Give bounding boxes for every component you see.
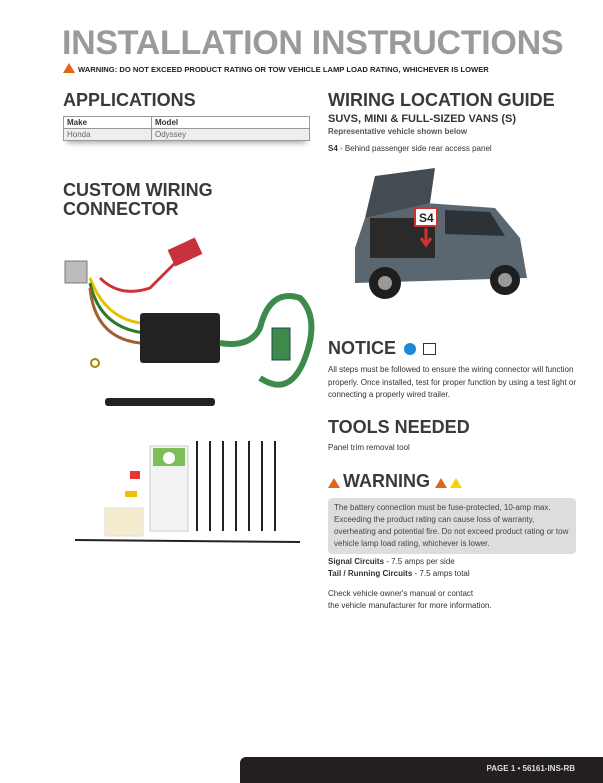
cell-make: Honda xyxy=(64,129,152,141)
tools-heading: TOOLS NEEDED xyxy=(328,417,470,437)
manual-book-icon xyxy=(423,343,436,355)
location-text: - Behind passenger side rear access panel xyxy=(337,144,492,153)
connector-heading-line2: CONNECTOR xyxy=(63,199,179,219)
electrical-hazard-icon xyxy=(450,478,462,488)
column-header: Model xyxy=(152,117,310,129)
tail-circuits xyxy=(328,568,470,581)
representative-note: Representative vehicle shown below xyxy=(328,127,468,136)
vehicle-type: SUVS, MINI & FULL-SIZED VANS (S) xyxy=(328,113,517,125)
warning-icon xyxy=(63,63,75,73)
page-footer xyxy=(240,757,603,783)
warning-box: The battery connection must be fuse-protected, 10-amp max. Exceeding the product rating can cause loss of warranty, overheating and potential fire. Do not exceed product rating or tow vehicle lamp load rating, whichever is lower. xyxy=(328,498,576,554)
column-header: Make xyxy=(64,117,152,129)
tools-text: Panel trim removal tool xyxy=(328,443,410,452)
wiring-harness-image xyxy=(60,228,315,428)
tail-label: Tail / Running Circuits xyxy=(328,569,413,578)
table-row xyxy=(64,129,310,141)
tail-value: - 7.5 amps total xyxy=(412,569,470,578)
wiring-guide-heading: WIRING LOCATION GUIDE xyxy=(328,90,555,110)
notice-heading-text: NOTICE xyxy=(328,338,397,358)
vehicle-image xyxy=(345,168,535,313)
warning-icon xyxy=(328,478,340,488)
warning-icon xyxy=(435,478,447,488)
signal-label: Signal Circuits xyxy=(328,557,385,566)
warning-heading-text: WARNING xyxy=(343,471,430,491)
page-title: INSTALLATION INSTRUCTIONS xyxy=(62,24,564,62)
applications-table xyxy=(63,116,310,141)
s4-label: S4 xyxy=(419,211,434,225)
applications-heading: APPLICATIONS xyxy=(63,90,196,110)
signal-circuits xyxy=(328,556,455,569)
location-code: S4 xyxy=(328,144,338,153)
top-warning xyxy=(63,63,583,75)
warning-heading xyxy=(328,472,465,491)
footer-text: PAGE 1 • 56161-INS-RB xyxy=(486,764,575,773)
connector-heading-line1: CUSTOM WIRING xyxy=(63,180,213,200)
location-s4 xyxy=(328,143,492,156)
contact-line1: Check vehicle owner's manual or contact xyxy=(328,589,474,598)
table-header-row xyxy=(64,117,310,129)
signal-value: - 7.5 amps per side xyxy=(384,557,455,566)
top-warning-text: WARNING: DO NOT EXCEED PRODUCT RATING OR TOW VEHICLE LAMP LOAD RATING, WHICHEVER IS LOWER xyxy=(78,65,489,74)
notice-text: All steps must be followed to ensure the wiring connector will function properly. Once installed, test for proper function by using a test light or connecting a properly wired trailer. xyxy=(328,365,576,399)
cell-model: Odyssey xyxy=(152,129,310,141)
kit-contents-image xyxy=(75,436,305,548)
info-circle-icon xyxy=(404,343,416,355)
connector-heading xyxy=(63,181,213,219)
notice-heading xyxy=(328,339,436,358)
contact-line2: the vehicle manufacturer for more information. xyxy=(328,601,492,610)
